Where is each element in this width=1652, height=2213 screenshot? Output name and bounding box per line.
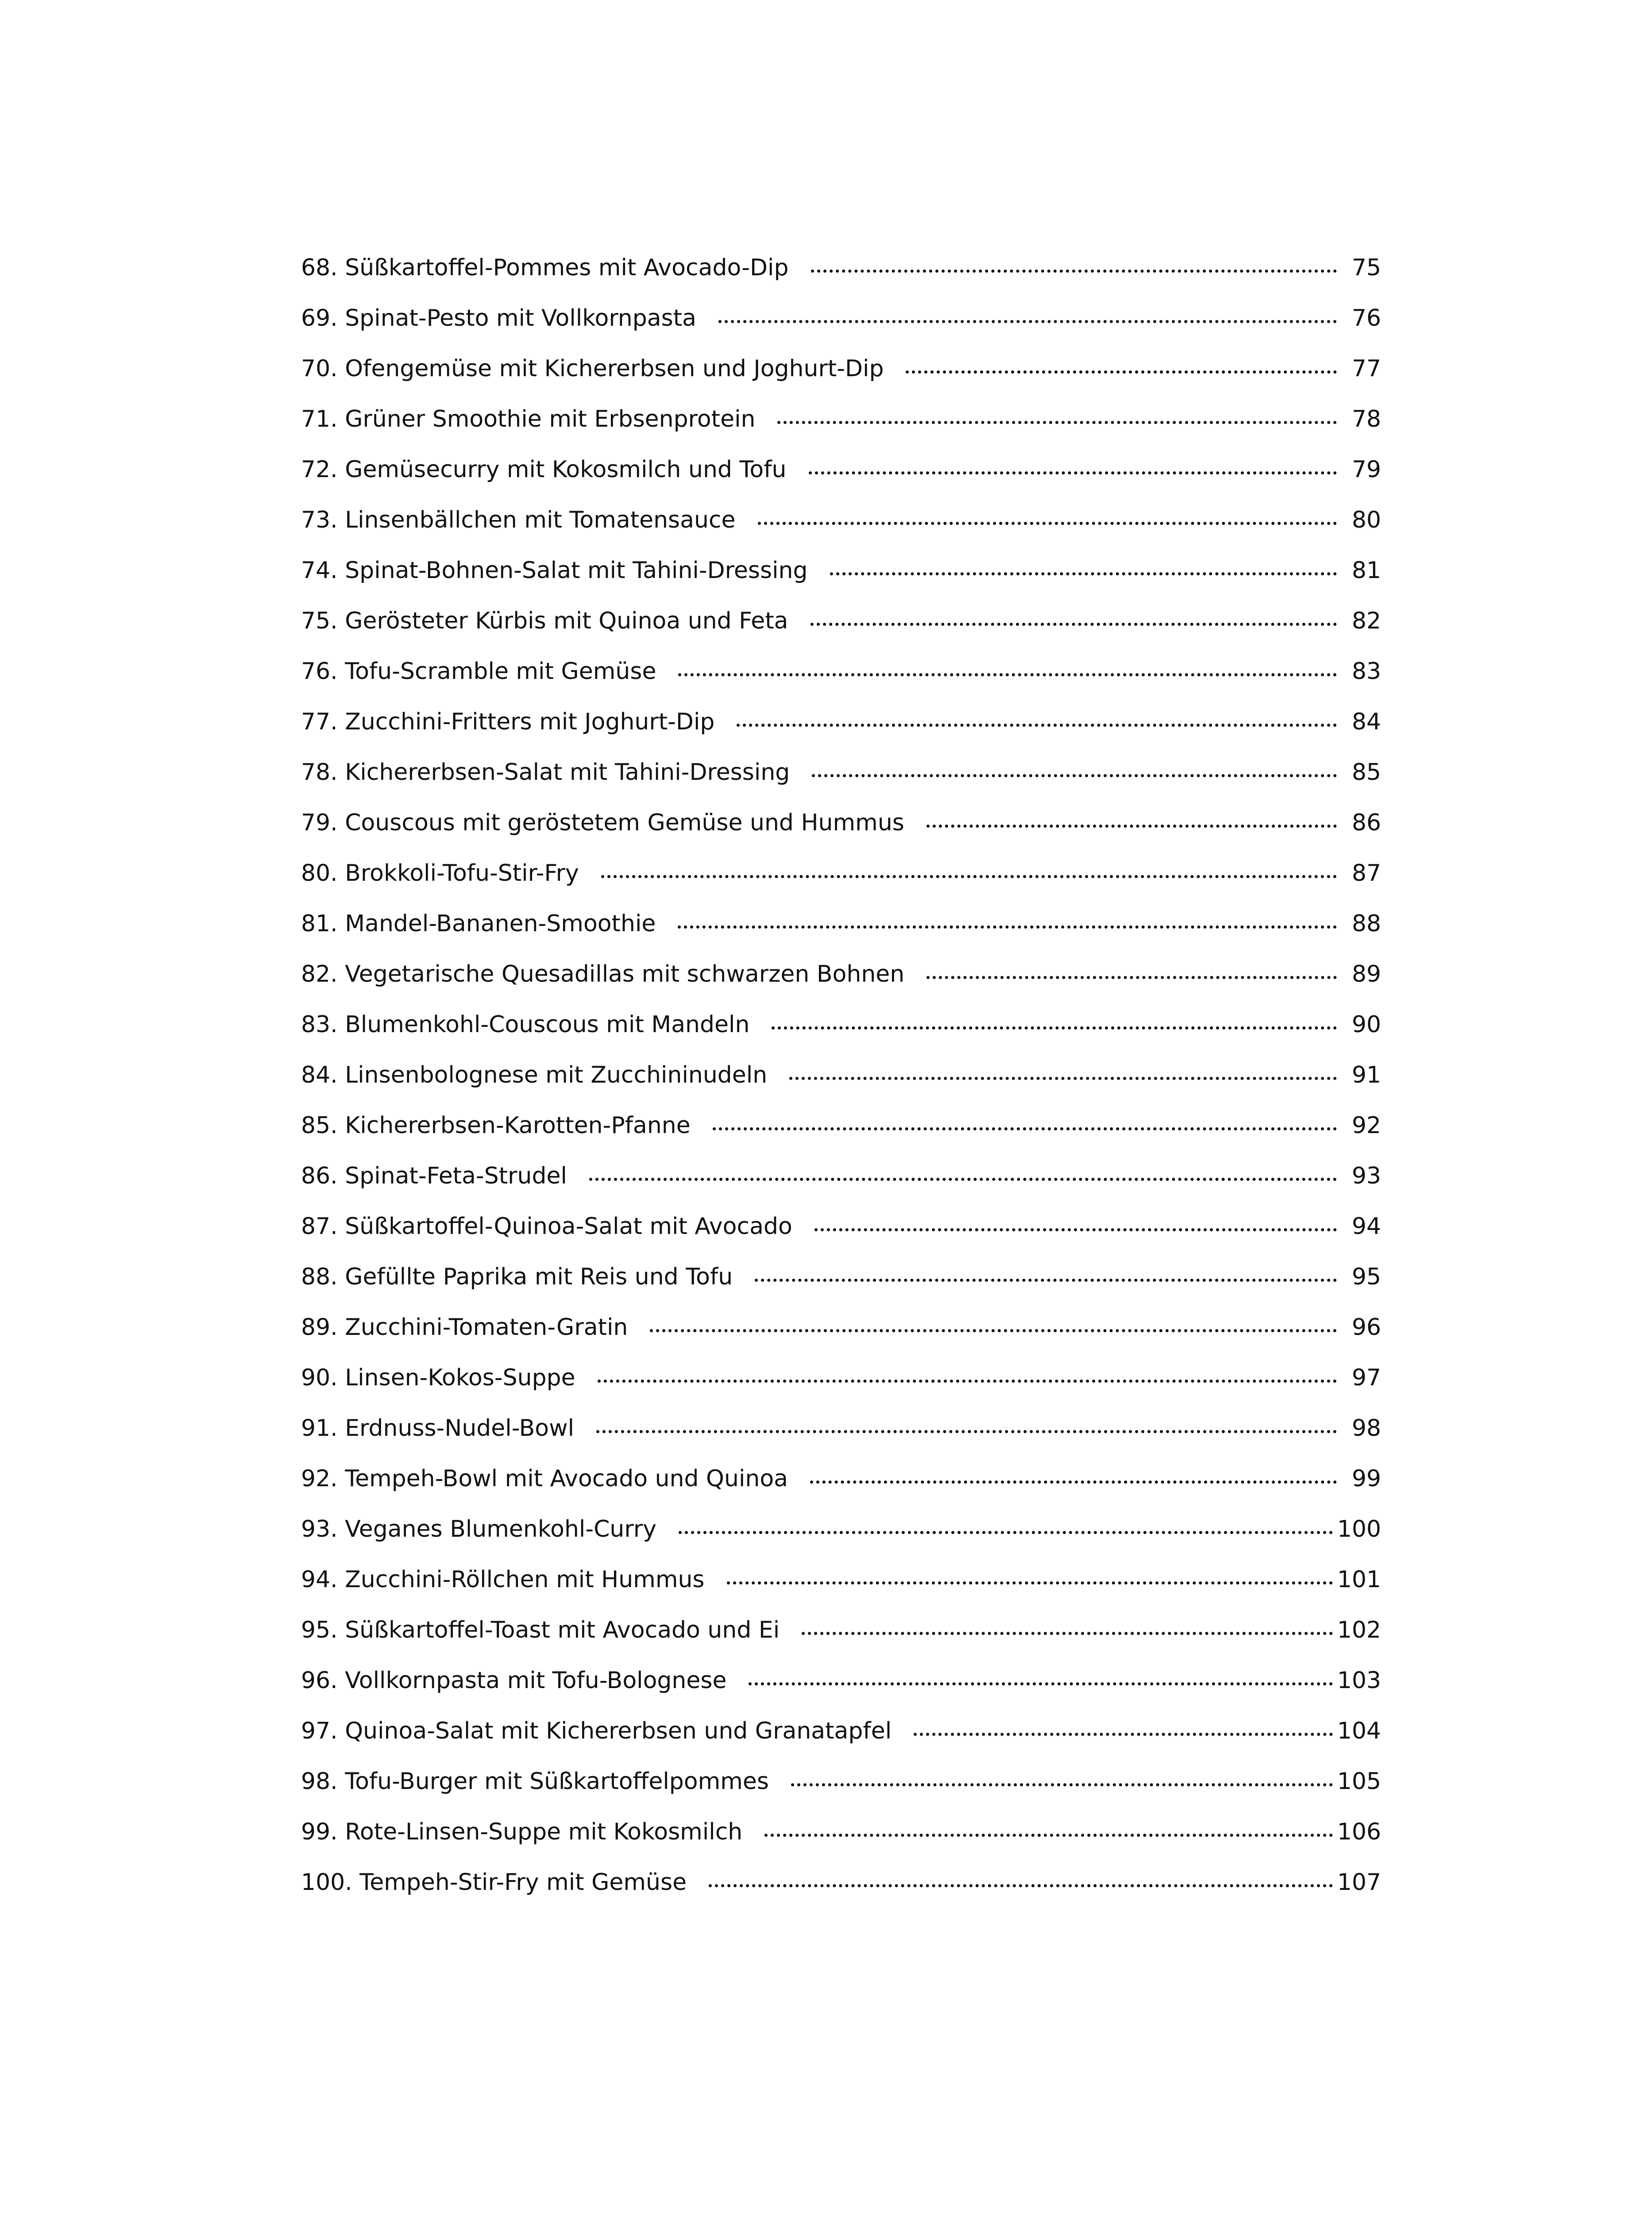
toc-entry-title: 70. Ofengemüse mit Kichererbsen und Joghurt-Dip	[301, 355, 884, 382]
toc-entry-title: 82. Vegetarische Quesadillas mit schwarzen Bohnen	[301, 961, 905, 987]
toc-entry-title: 95. Süßkartoffel-Toast mit Avocado und Ei	[301, 1617, 780, 1643]
toc-entry-title: 94. Zucchini-Röllchen mit Hummus	[301, 1566, 705, 1593]
dot-leader	[678, 925, 1337, 929]
dot-leader	[709, 1884, 1333, 1887]
toc-entry-title: 77. Zucchini-Fritters mit Joghurt-Dip	[301, 709, 715, 735]
toc-entry	[301, 1516, 1381, 1566]
toc-entry	[301, 557, 1381, 608]
toc-entry-page-number: 88	[1351, 910, 1381, 937]
dot-leader	[596, 1430, 1337, 1433]
toc-entry-title: 93. Veganes Blumenkohl-Curry	[301, 1516, 657, 1542]
toc-entry	[301, 608, 1381, 658]
toc-entry	[301, 1869, 1381, 1920]
toc-entry	[301, 961, 1381, 1011]
dot-leader	[777, 421, 1337, 424]
toc-entry-title: 96. Vollkornpasta mit Tofu-Bolognese	[301, 1667, 727, 1694]
dot-leader	[678, 673, 1337, 676]
dot-leader	[679, 1531, 1333, 1534]
toc-entry-page-number: 89	[1351, 961, 1381, 987]
dot-leader	[914, 1733, 1333, 1736]
toc-entry	[301, 860, 1381, 910]
dot-leader	[926, 976, 1337, 979]
dot-leader	[650, 1329, 1337, 1332]
toc-entry	[301, 1415, 1381, 1465]
toc-entry	[301, 1314, 1381, 1365]
dot-leader	[772, 1026, 1337, 1029]
toc-entry-title: 84. Linsenbolognese mit Zucchininudeln	[301, 1062, 768, 1088]
toc-entry	[301, 910, 1381, 961]
toc-entry-title: 87. Süßkartoffel-Quinoa-Salat mit Avocado	[301, 1213, 792, 1240]
toc-entry	[301, 406, 1381, 456]
toc-entry-title: 81. Mandel-Bananen-Smoothie	[301, 910, 656, 937]
toc-entry-title: 86. Spinat-Feta-Strudel	[301, 1163, 567, 1189]
dot-leader	[814, 1228, 1337, 1231]
toc-entry	[301, 709, 1381, 759]
toc-entry	[301, 1819, 1381, 1869]
toc-entry-page-number: 106	[1337, 1819, 1381, 1845]
toc-entry-page-number: 93	[1351, 1163, 1381, 1189]
dot-leader	[589, 1178, 1337, 1181]
toc-entry-title: 78. Kichererbsen-Salat mit Tahini-Dressing	[301, 759, 790, 786]
toc-entry-title: 90. Linsen-Kokos-Suppe	[301, 1365, 575, 1391]
toc-entry	[301, 1112, 1381, 1163]
toc-entry-page-number: 87	[1351, 860, 1381, 887]
dot-leader	[764, 1834, 1332, 1837]
toc-entry-title: 99. Rote-Linsen-Suppe mit Kokosmilch	[301, 1819, 743, 1845]
toc-entry	[301, 1365, 1381, 1415]
toc-entry-title: 89. Zucchini-Tomaten-Gratin	[301, 1314, 628, 1341]
toc-entry-title: 92. Tempeh-Bowl mit Avocado und Quinoa	[301, 1465, 788, 1492]
toc-entry-title: 71. Grüner Smoothie mit Erbsenprotein	[301, 406, 756, 432]
dot-leader	[718, 320, 1337, 323]
table-of-contents	[301, 254, 1381, 1920]
toc-entry	[301, 1213, 1381, 1264]
toc-entry-title: 74. Spinat-Bohnen-Salat mit Tahini-Dressing	[301, 557, 808, 584]
toc-entry-page-number: 99	[1351, 1465, 1381, 1492]
toc-entry-page-number: 102	[1337, 1617, 1381, 1643]
toc-entry	[301, 1264, 1381, 1314]
dot-leader	[598, 1380, 1337, 1383]
dot-leader	[811, 623, 1337, 626]
toc-entry-page-number: 82	[1351, 608, 1381, 634]
toc-entry-page-number: 98	[1351, 1415, 1381, 1442]
toc-entry	[301, 1718, 1381, 1768]
toc-entry	[301, 507, 1381, 557]
toc-entry	[301, 305, 1381, 355]
toc-entry-page-number: 91	[1351, 1062, 1381, 1088]
toc-entry-title: 68. Süßkartoffel-Pommes mit Avocado-Dip	[301, 254, 789, 281]
dot-leader	[755, 1279, 1337, 1282]
toc-entry-title: 91. Erdnuss-Nudel-Bowl	[301, 1415, 575, 1442]
toc-entry-title: 83. Blumenkohl-Couscous mit Mandeln	[301, 1011, 750, 1038]
dot-leader	[906, 370, 1337, 374]
toc-entry-title: 79. Couscous mit geröstetem Gemüse und Hummus	[301, 810, 904, 836]
dot-leader	[830, 572, 1337, 575]
toc-entry-page-number: 105	[1337, 1768, 1381, 1795]
toc-entry-title: 85. Kichererbsen-Karotten-Pfanne	[301, 1112, 691, 1139]
toc-entry-title: 80. Brokkoli-Tofu-Stir-Fry	[301, 860, 579, 887]
toc-entry-page-number: 81	[1351, 557, 1381, 584]
toc-entry-page-number: 80	[1351, 507, 1381, 533]
dot-leader	[811, 270, 1337, 273]
toc-entry-page-number: 107	[1337, 1869, 1381, 1896]
toc-entry-page-number: 97	[1351, 1365, 1381, 1391]
toc-entry-page-number: 100	[1337, 1516, 1381, 1542]
dot-leader	[749, 1682, 1332, 1685]
toc-entry	[301, 658, 1381, 709]
toc-entry-page-number: 104	[1337, 1718, 1381, 1744]
toc-entry	[301, 1617, 1381, 1667]
toc-entry-title: 75. Gerösteter Kürbis mit Quinoa und Feta	[301, 608, 788, 634]
dot-leader	[737, 724, 1337, 727]
toc-entry-page-number: 76	[1351, 305, 1381, 332]
toc-entry-page-number: 92	[1351, 1112, 1381, 1139]
toc-entry	[301, 1768, 1381, 1819]
dot-leader	[926, 825, 1337, 828]
dot-leader	[791, 1783, 1333, 1786]
dot-leader	[789, 1077, 1337, 1080]
toc-entry	[301, 759, 1381, 810]
toc-entry-page-number: 101	[1337, 1566, 1381, 1593]
dot-leader	[713, 1127, 1337, 1130]
toc-entry-title: 98. Tofu-Burger mit Süßkartoffelpommes	[301, 1768, 769, 1795]
toc-entry-title: 72. Gemüsecurry mit Kokosmilch und Tofu	[301, 456, 787, 483]
toc-entry-page-number: 86	[1351, 810, 1381, 836]
toc-entry	[301, 456, 1381, 507]
toc-entry-page-number: 77	[1351, 355, 1381, 382]
toc-entry	[301, 355, 1381, 406]
toc-entry	[301, 254, 1381, 305]
toc-entry-page-number: 83	[1351, 658, 1381, 685]
toc-entry	[301, 1667, 1381, 1718]
toc-entry-page-number: 95	[1351, 1264, 1381, 1290]
toc-entry	[301, 810, 1381, 860]
dot-leader	[810, 1480, 1337, 1484]
toc-entry-page-number: 75	[1351, 254, 1381, 281]
toc-entry-title: 69. Spinat-Pesto mit Vollkornpasta	[301, 305, 696, 332]
toc-entry	[301, 1062, 1381, 1112]
dot-leader	[601, 875, 1337, 878]
toc-entry-page-number: 103	[1337, 1667, 1381, 1694]
toc-entry-page-number: 96	[1351, 1314, 1381, 1341]
toc-entry-page-number: 94	[1351, 1213, 1381, 1240]
toc-entry	[301, 1465, 1381, 1516]
toc-entry-page-number: 78	[1351, 406, 1381, 432]
toc-entry	[301, 1566, 1381, 1617]
dot-leader	[758, 522, 1337, 525]
toc-entry-title: 97. Quinoa-Salat mit Kichererbsen und Granatapfel	[301, 1718, 892, 1744]
toc-entry-page-number: 90	[1351, 1011, 1381, 1038]
toc-entry-page-number: 85	[1351, 759, 1381, 786]
toc-entry-title: 88. Gefüllte Paprika mit Reis und Tofu	[301, 1264, 733, 1290]
toc-entry-title: 100. Tempeh-Stir-Fry mit Gemüse	[301, 1869, 687, 1896]
toc-entry-title: 73. Linsenbällchen mit Tomatensauce	[301, 507, 736, 533]
toc-entry	[301, 1011, 1381, 1062]
dot-leader	[727, 1581, 1333, 1585]
toc-entry-page-number: 84	[1351, 709, 1381, 735]
dot-leader	[809, 471, 1337, 474]
dot-leader	[812, 774, 1337, 777]
dot-leader	[802, 1632, 1333, 1635]
toc-entry	[301, 1163, 1381, 1213]
toc-entry-page-number: 79	[1351, 456, 1381, 483]
toc-entry-title: 76. Tofu-Scramble mit Gemüse	[301, 658, 656, 685]
